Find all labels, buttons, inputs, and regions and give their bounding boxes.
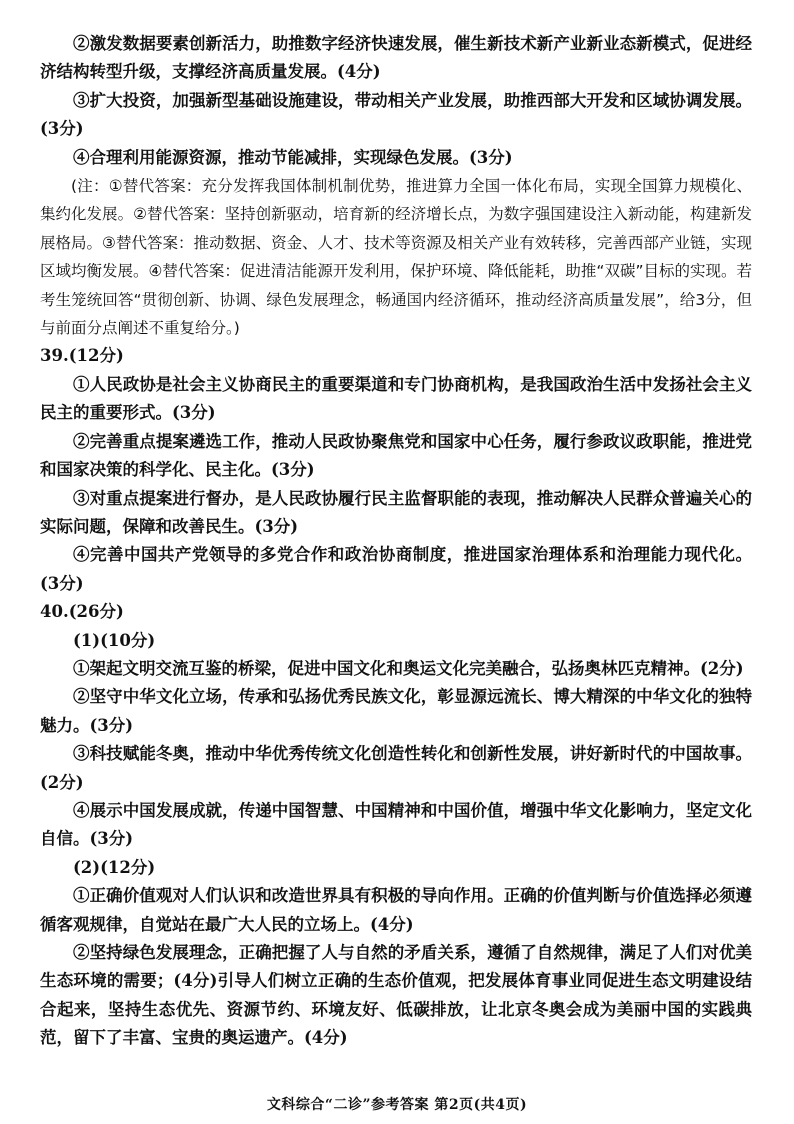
answer-38-point-3: ③扩大投资，加强新型基础设施建设，带动相关产业发展，助推西部大开发和区域协调发展。(3分) bbox=[40, 90, 752, 139]
answer-39-point-1: ①人民政协是社会主义协商民主的重要渠道和专门协商机构，是我国政治生活中发扬社会主义民主的重要形式。(3分) bbox=[40, 374, 752, 423]
question-40-part-1-header: (1)(10分) bbox=[73, 630, 156, 650]
page-footer: 文科综合“二诊”参考答案 第2页(共4页) bbox=[266, 1097, 528, 1113]
question-39-header: 39.(12分) bbox=[40, 346, 124, 366]
answer-38-point-2: ②激发数据要素创新活力，助推数字经济快速发展，催生新技术新产业新业态新模式，促进经济结构转型升级，支撑经济高质量发展。(4分) bbox=[40, 34, 752, 82]
answer-content bbox=[40, 30, 752, 1053]
answer-38-note: (注：①替代答案：充分发挥我国体制机制优势，推进算力全国一体化布局，实现全国算力规模化、集约化发展。②替代答案：坚持创新驱动，培育新的经济增长点，为数字强国建设注入新动能，构建新发展格局。③替代答案：推动数据、资金、人才、技术等资源及相关产业有效转移，完善西部产业链，实现区域均衡发展。④替代答案：促进清洁能源开发利用，保护环境、降低能耗，助推“双碳”目标的实现。若考生笼统回答“贯彻创新、协调、绿色发展理念，畅通国内经济循环，推动经济高质量发展”，给3分，但与前面分点阐述不重复给分。) bbox=[40, 177, 752, 338]
answer-39-point-3: ③对重点提案进行督办，是人民政协履行民主监督职能的表现，推动解决人民群众普遍关心的实际问题，保障和改善民生。(3分) bbox=[40, 488, 752, 536]
answer-40-2-point-1: ①正确价值观对人们认识和改造世界具有积极的导向作用。正确的价值判断与价值选择必须遵循客观规律，自觉站在最广大人民的立场上。(4分) bbox=[40, 886, 752, 934]
question-40-header: 40.(26分) bbox=[40, 602, 124, 622]
question-40-part-2-header: (2)(12分) bbox=[73, 857, 156, 877]
answer-38-point-4: ④合理利用能源资源，推动节能减排，实现绿色发展。(3分) bbox=[73, 147, 513, 167]
answer-40-1-point-4: ④展示中国发展成就，传递中国智慧、中国精神和中国价值，增强中华文化影响力，坚定文化自信。(3分) bbox=[40, 800, 752, 849]
answer-39-point-2: ②完善重点提案遴选工作，推动人民政协聚焦党和国家中心任务，履行参政议政职能，推进党和国家决策的科学化、民主化。(3分) bbox=[40, 431, 752, 480]
answer-40-1-point-2: ②坚守中华文化立场，传承和弘扬优秀民族文化，彰显源远流长、博大精深的中华文化的独特魅力。(3分) bbox=[40, 687, 752, 735]
answer-39-point-4: ④完善中国共产党领导的多党合作和政治协商制度，推进国家治理体系和治理能力现代化。(3分) bbox=[40, 545, 752, 593]
answer-40-1-point-1: ①架起文明交流互鉴的桥梁，促进中国文化和奥运文化完美融合，弘扬奥林匹克精神。(2分) bbox=[73, 658, 744, 678]
answer-40-2-point-2: ②坚持绿色发展理念，正确把握了人与自然的矛盾关系，遵循了自然规律，满足了人们对优美生态环境的需要；(4分)引导人们树立正确的生态价值观，把发展体育事业同促进生态文明建设结合起来，坚持生态优先、资源节约、环境友好、低碳排放，让北京冬奥会成为美丽中国的实践典范，留下了丰富、宝贵的奥运遗产。(4分) bbox=[40, 943, 752, 1048]
answer-40-1-point-3: ③科技赋能冬奥，推动中华优秀传统文化创造性转化和创新性发展，讲好新时代的中国故事。(2分) bbox=[40, 744, 752, 792]
